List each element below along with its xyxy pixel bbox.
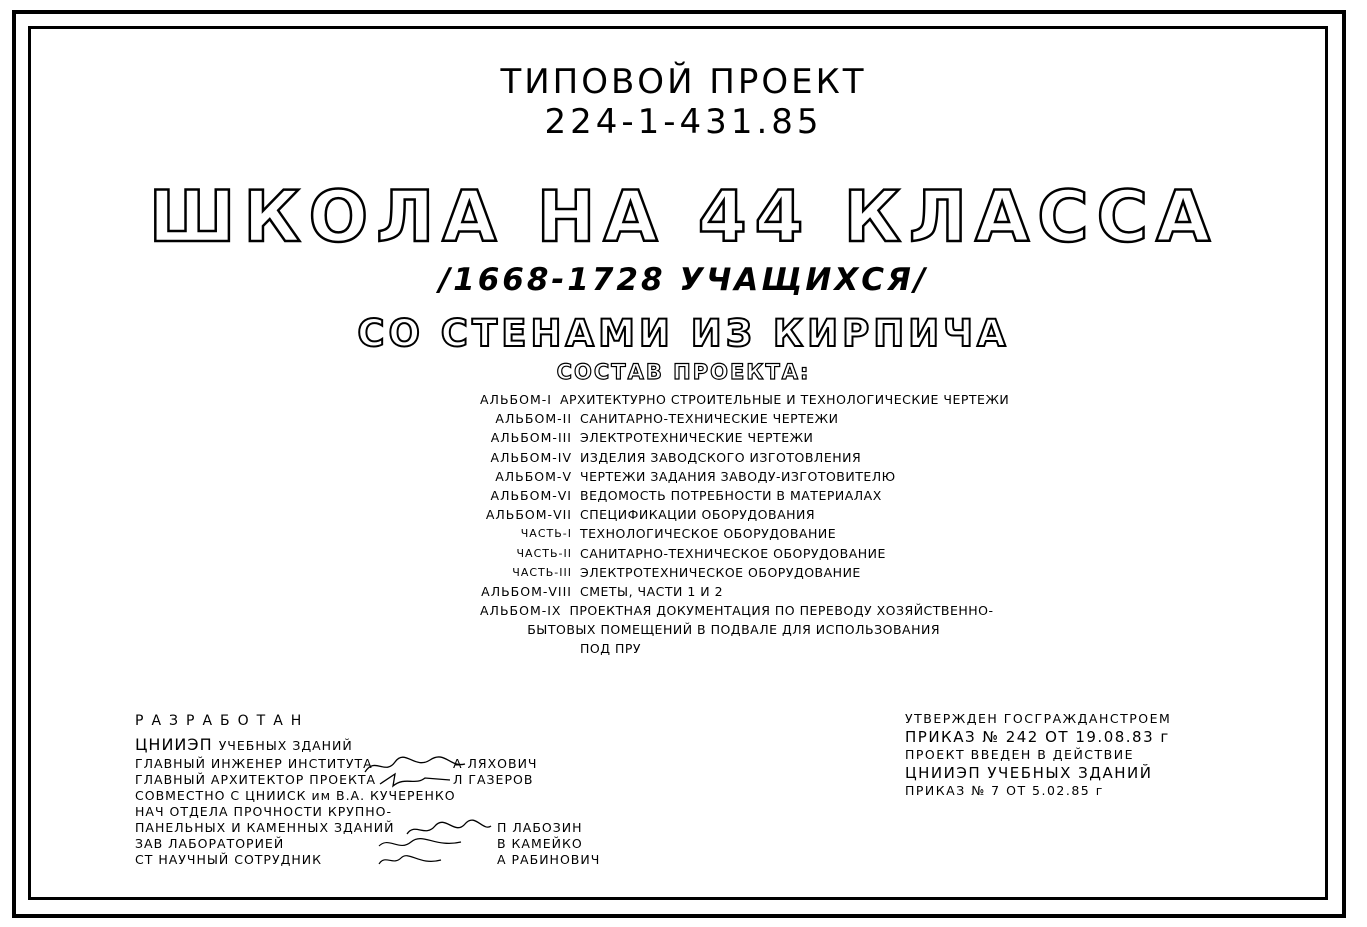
album-row xyxy=(480,467,940,486)
staff-line xyxy=(135,804,635,820)
album-part-row xyxy=(480,524,940,543)
staff-line xyxy=(135,852,635,868)
album-row-continuation xyxy=(480,639,940,658)
staff-name: П ЛАБОЗИН xyxy=(497,820,583,835)
part-label: ЧАСТЬ-III xyxy=(512,565,572,579)
signature-icon xyxy=(375,850,445,870)
album-row xyxy=(480,448,940,467)
developer-heading: РАЗРАБОТАН xyxy=(135,713,310,729)
album-label: АЛЬБОМ-I xyxy=(480,392,552,407)
album-text: БЫТОВЫХ ПОМЕЩЕНИЙ В ПОДВАЛЕ ДЛЯ ИСПОЛЬЗОВАНИЯ xyxy=(527,622,940,638)
album-text: САНИТАРНО-ТЕХНИЧЕСКИЕ ЧЕРТЕЖИ xyxy=(580,411,839,427)
approval-line: ПРОЕКТ ВВЕДЕН В ДЕЙСТВИЕ xyxy=(905,747,1134,762)
album-text: СПЕЦИФИКАЦИИ ОБОРУДОВАНИЯ xyxy=(580,507,816,523)
album-label: АЛЬБОМ-IX xyxy=(480,603,562,619)
staff-role: ПАНЕЛЬНЫХ И КАМЕННЫХ ЗДАНИЙ xyxy=(135,820,395,835)
album-text: ПОД ПРУ xyxy=(580,641,642,657)
album-label: АЛЬБОМ-VIII xyxy=(481,583,572,599)
staff-name: Л ГАЗЕРОВ xyxy=(453,772,534,787)
sostav-heading: СОСТАВ ПРОЕКТА: xyxy=(556,360,811,384)
org-name: ЦНИИЭП xyxy=(135,735,213,754)
album-row xyxy=(480,601,994,620)
album-label: АЛЬБОМ-V xyxy=(495,468,572,484)
album-row xyxy=(480,505,940,524)
part-label: ЧАСТЬ-II xyxy=(516,546,572,560)
staff-name: В КАМЕЙКО xyxy=(497,836,583,851)
staff-role: ГЛАВНЫЙ ИНЖЕНЕР ИНСТИТУТА xyxy=(135,756,373,771)
album-label: АЛЬБОМ-VII xyxy=(485,507,572,523)
album-text: ПРОЕКТНАЯ ДОКУМЕНТАЦИЯ ПО ПЕРЕВОДУ ХОЗЯЙСТВЕННО- xyxy=(569,603,994,619)
album-text: АРХИТЕКТУРНО СТРОИТЕЛЬНЫЕ И ТЕХНОЛОГИЧЕСКИЕ ЧЕРТЕЖИ xyxy=(559,392,1010,407)
document-title: ШКОЛА НА 44 КЛАССА xyxy=(148,176,1219,258)
album-row xyxy=(480,428,940,447)
project-type: ТИПОВОЙ ПРОЕКТ xyxy=(500,62,867,102)
approval-org: ЦНИИЭП УЧЕБНЫХ ЗДАНИЙ xyxy=(905,764,1153,782)
album-label: АЛЬБОМ-IV xyxy=(490,449,572,465)
album-label: АЛЬБОМ-III xyxy=(490,430,572,446)
staff-role: НАЧ ОТДЕЛА ПРОЧНОСТИ КРУПНО- xyxy=(135,804,393,819)
approval-order: ПРИКАЗ № 242 ОТ 19.08.83 г xyxy=(905,728,1170,746)
staff-name: А РАБИНОВИЧ xyxy=(497,852,601,867)
wall-material: СО СТЕНАМИ ИЗ КИРПИЧА xyxy=(357,312,1010,355)
album-text: ИЗДЕЛИЯ ЗАВОДСКОГО ИЗГОТОВЛЕНИЯ xyxy=(580,449,862,465)
album-part-row xyxy=(480,563,940,582)
part-text: ЭЛЕКТРОТЕХНИЧЕСКОЕ ОБОРУДОВАНИЕ xyxy=(580,564,861,580)
part-label: ЧАСТЬ-I xyxy=(520,527,572,541)
staff-role: ГЛАВНЫЙ АРХИТЕКТОР ПРОЕКТА xyxy=(135,772,377,787)
album-part-row xyxy=(480,544,940,563)
part-text: ТЕХНОЛОГИЧЕСКОЕ ОБОРУДОВАНИЕ xyxy=(580,526,837,542)
approval-order: ПРИКАЗ № 7 ОТ 5.02.85 г xyxy=(905,783,1104,798)
students-count: /1668-1728 УЧАЩИХСЯ/ xyxy=(438,262,929,298)
staff-name: А ЛЯХОВИЧ xyxy=(453,756,538,771)
album-row xyxy=(480,582,940,601)
approval-block xyxy=(905,710,1205,800)
album-label: АЛЬБОМ-II xyxy=(495,411,572,427)
project-number: 224-1-431.85 xyxy=(544,102,823,142)
developer-block xyxy=(135,712,635,868)
album-text: СМЕТЫ, ЧАСТИ 1 И 2 xyxy=(580,583,724,599)
staff-line xyxy=(135,772,635,788)
staff-role: СОВМЕСТНО С ЦНИИСК им В.А. КУЧЕРЕНКО xyxy=(135,788,456,803)
album-label: АЛЬБОМ-VI xyxy=(490,487,572,503)
album-text: ЧЕРТЕЖИ ЗАДАНИЯ ЗАВОДУ-ИЗГОТОВИТЕЛЮ xyxy=(580,468,896,484)
part-text: САНИТАРНО-ТЕХНИЧЕСКОЕ ОБОРУДОВАНИЕ xyxy=(580,545,886,561)
album-list xyxy=(480,390,1010,659)
album-text: ЭЛЕКТРОТЕХНИЧЕСКИЕ ЧЕРТЕЖИ xyxy=(580,430,814,446)
approval-line: УТВЕРЖДЕН ГОСГРАЖДАНСТРОЕМ xyxy=(905,711,1172,726)
org-suffix: УЧЕБНЫХ ЗДАНИЙ xyxy=(218,738,353,753)
album-row xyxy=(480,486,940,505)
staff-role: ЗАВ ЛАБОРАТОРИЕЙ xyxy=(135,836,285,851)
album-text: ВЕДОМОСТЬ ПОТРЕБНОСТИ В МАТЕРИАЛАХ xyxy=(580,487,882,503)
album-row xyxy=(480,409,940,428)
developer-org xyxy=(135,734,635,756)
staff-line xyxy=(135,788,635,804)
album-row xyxy=(480,390,1010,409)
staff-role: СТ НАУЧНЫЙ СОТРУДНИК xyxy=(135,852,322,867)
album-row-continuation xyxy=(480,620,940,639)
